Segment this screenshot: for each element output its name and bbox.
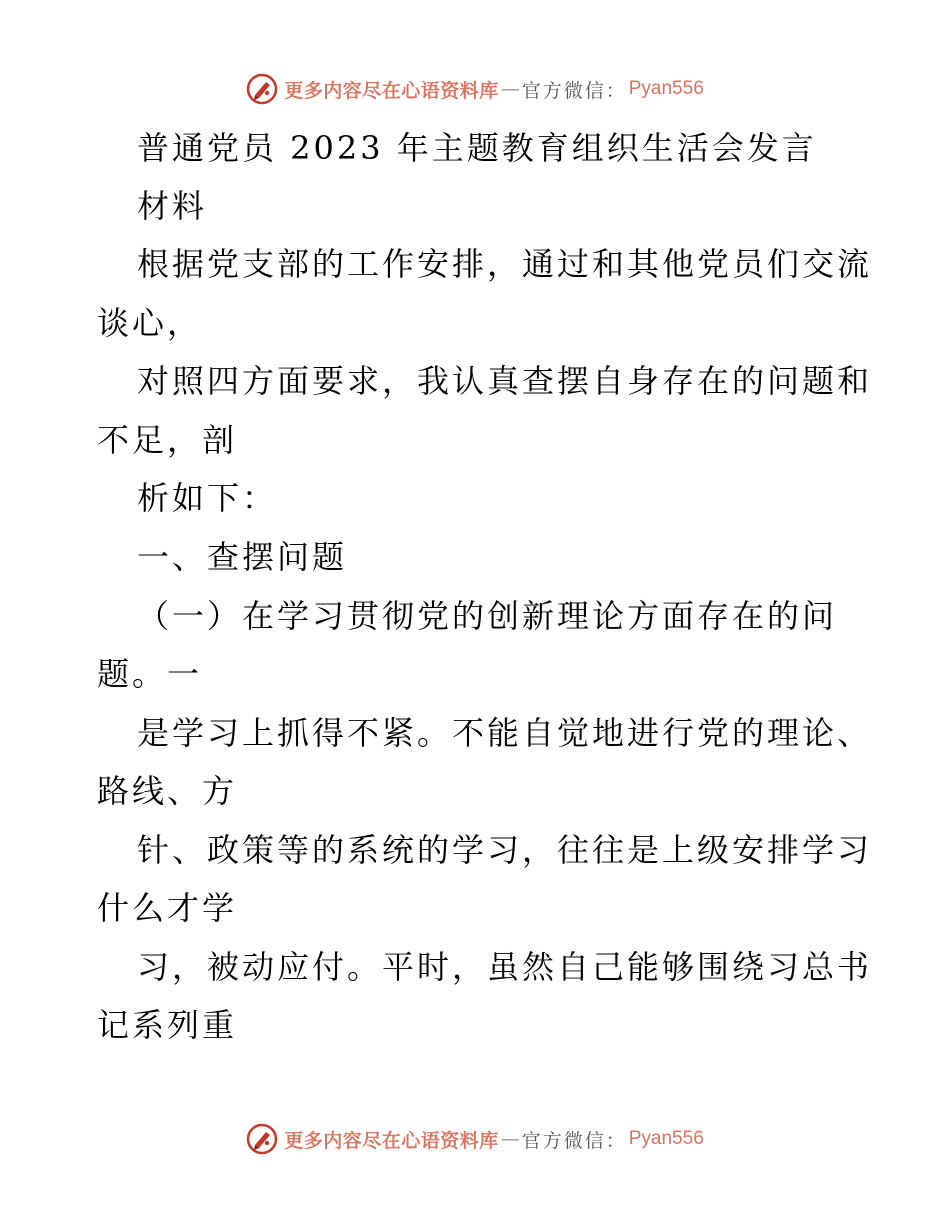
paragraph-line: 不足，剖: [97, 421, 238, 459]
paragraph-line: 题。一: [97, 655, 203, 693]
document-title-line-1: 普通党员 2023 年主题教育组织生活会发言: [137, 129, 817, 167]
paragraph-line: 对照四方面要求，我认真查摆自身存在的问题和: [137, 362, 873, 400]
watermark-separator: —: [500, 78, 520, 100]
watermark-wechat-id: Pyan556: [628, 1128, 704, 1149]
document-title-line-2: 材料: [137, 187, 208, 225]
watermark-label: 官方微信：: [521, 79, 627, 102]
paragraph-line: 针、政策等的系统的学习，往往是上级安排学习: [137, 831, 873, 869]
watermark-wechat-id: Pyan556: [628, 78, 704, 99]
paragraph-line: 是学习上抓得不紧。不能自觉地进行党的理论、: [137, 714, 873, 752]
watermark-separator: —: [500, 1128, 520, 1150]
paragraph-line: 习，被动应付。平时，虽然自己能够围绕习总书: [137, 948, 873, 986]
watermark-label: 官方微信：: [521, 1129, 627, 1152]
paragraph-line: 根据党支部的工作安排，通过和其他党员们交流: [137, 245, 873, 283]
section-heading: 一、查摆问题: [137, 538, 348, 576]
watermark-site-text: 更多内容尽在心语资料库: [284, 1129, 499, 1152]
paragraph-line: 什么才学: [97, 889, 238, 927]
paragraph-line: 谈心，: [97, 304, 203, 342]
pen-logo-icon: [246, 73, 278, 105]
paragraph-line: 路线、方: [97, 772, 238, 810]
pen-logo-icon: [246, 1123, 278, 1155]
subsection-heading: （一）在学习贯彻党的创新理论方面存在的问: [137, 597, 838, 635]
watermark-site-text: 更多内容尽在心语资料库: [284, 79, 499, 102]
paragraph-line: 析如下：: [137, 479, 278, 517]
paragraph-line: 记系列重: [97, 1006, 238, 1044]
watermark-header: [0, 72, 950, 106]
watermark-footer: [0, 1122, 950, 1156]
